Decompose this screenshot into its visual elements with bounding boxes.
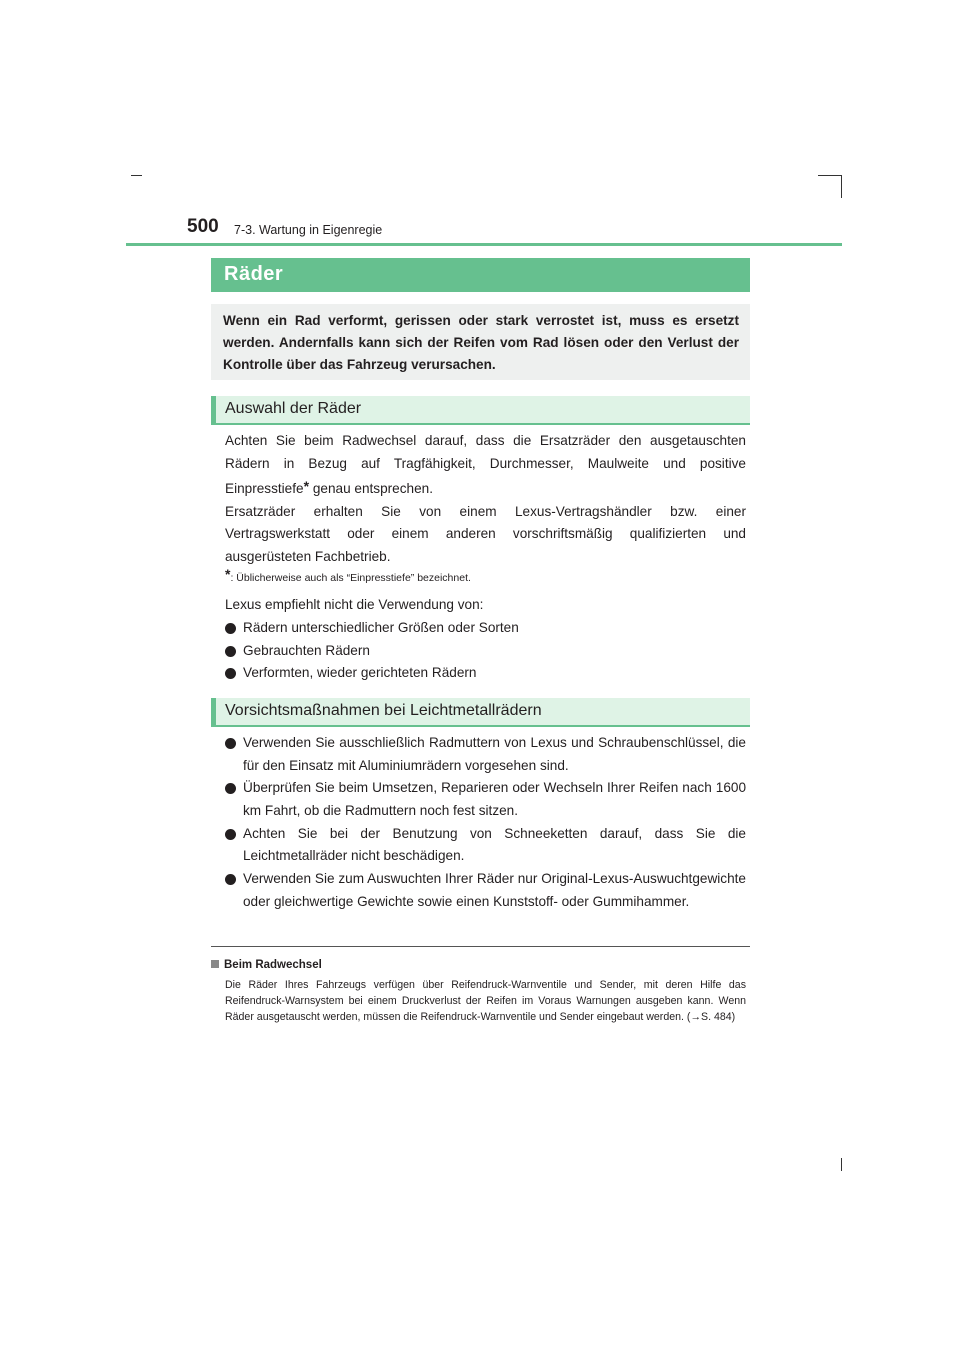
list-item (225, 823, 746, 868)
list-item-text: Überprüfen Sie beim Umsetzen, Reparieren oder Wechseln Ihrer Reifen nach 1600 km Fahrt, ob die Radmuttern noch fest sitzen. (243, 780, 746, 818)
wheel-selection-list (225, 617, 746, 685)
list-item (225, 640, 746, 663)
section-heading-wheel-selection: Auswahl der Räder (211, 396, 750, 425)
bullet-icon (225, 783, 236, 794)
bullet-icon (225, 829, 236, 840)
paragraph-text: Achten Sie beim Radwechsel darauf, dass die Ersatzräder den ausgetauschten Rädern in Bezug auf Tragfähigkeit, Durchmesser, Maulweite und positive Einpresstiefe (225, 433, 746, 496)
bullet-icon (225, 738, 236, 749)
crop-mark (818, 175, 842, 176)
bullet-icon (225, 623, 236, 634)
section-reference: 7-3. Wartung in Eigenregie (234, 223, 383, 237)
list-item-text: Verformten, wieder gerichteten Rädern (243, 665, 477, 680)
recommendation-text: Lexus empfiehlt nicht die Verwendung von: (225, 597, 484, 612)
list-item (225, 777, 746, 822)
bullet-icon (225, 668, 236, 679)
paragraph: Ersatzräder erhalten Sie von einem Lexus-Vertragshändler bzw. einer Vertragswerkstatt oder einem anderen vorschriftsmäßig qualifizierten und ausgerüsteten Fachbetrieb. (225, 503, 746, 564)
header-divider (126, 243, 842, 246)
page-number: 500 (187, 216, 219, 237)
info-heading (211, 959, 322, 971)
list-item-text: Verwenden Sie ausschließlich Radmuttern von Lexus und Schraubenschlüssel, die für den Einsatz mit Aluminiumrädern vorgesehen sind. (243, 735, 746, 773)
list-item (225, 617, 746, 640)
footnote-mark: * (225, 566, 231, 582)
info-text: Die Räder Ihres Fahrzeugs verfügen über Reifendruck-Warnventile und Sender, mit deren Hilfe das Reifendruck-Warnsystem bei einem Druckverlust der Reifen im Voraus Warnungen ausgeben kann. Wenn Räder ausgetauscht werden, müssen die Reifendruck-Warnventile und Sender eingebaut werden. (→S. 484) (225, 979, 746, 1023)
info-divider (211, 946, 750, 947)
paragraph-text: genau entsprechen. (309, 481, 433, 496)
wheel-selection-text (225, 430, 746, 568)
section-heading-alloy-wheels: Vorsichtsmaßnahmen bei Leichtmetallrädern (211, 698, 750, 727)
bullet-icon (225, 646, 236, 657)
bullet-icon (225, 874, 236, 885)
list-item (225, 662, 746, 685)
paragraph (225, 430, 746, 501)
list-item-text: Verwenden Sie zum Auswuchten Ihrer Räder nur Original-Lexus-Auswuchtgewichte oder gleichwertige Gewichte sowie einen Kunststoff- oder Gummihammer. (243, 871, 746, 909)
list-item-text: Gebrauchten Rädern (243, 642, 370, 658)
crop-mark (841, 1158, 842, 1171)
crop-mark (841, 175, 842, 198)
intro-box: Wenn ein Rad verformt, gerissen oder stark verrostet ist, muss es ersetzt werden. Andernfalls kann sich der Reifen vom Rad lösen oder den Verlust der Kontrolle über das Fahrzeug verursachen. (211, 304, 750, 380)
page-title: Räder (211, 258, 750, 292)
alloy-wheel-precautions-list (225, 732, 746, 914)
list-item (225, 868, 746, 913)
asterisk-mark: * (303, 478, 310, 494)
list-item-text: Achten Sie bei der Benutzung von Schneeketten darauf, dass Sie die Leichtmetallräder nicht beschädigen. (243, 825, 746, 863)
square-bullet-icon (211, 960, 219, 968)
info-heading-text: Beim Radwechsel (224, 959, 322, 971)
crop-mark (131, 175, 142, 176)
footnote-text: : Üblicherweise auch als “Einpresstiefe” bezeichnet. (230, 572, 471, 584)
list-item (225, 732, 746, 777)
footnote (225, 566, 471, 584)
list-item-text: Rädern unterschiedlicher Größen oder Sorten (243, 620, 519, 635)
